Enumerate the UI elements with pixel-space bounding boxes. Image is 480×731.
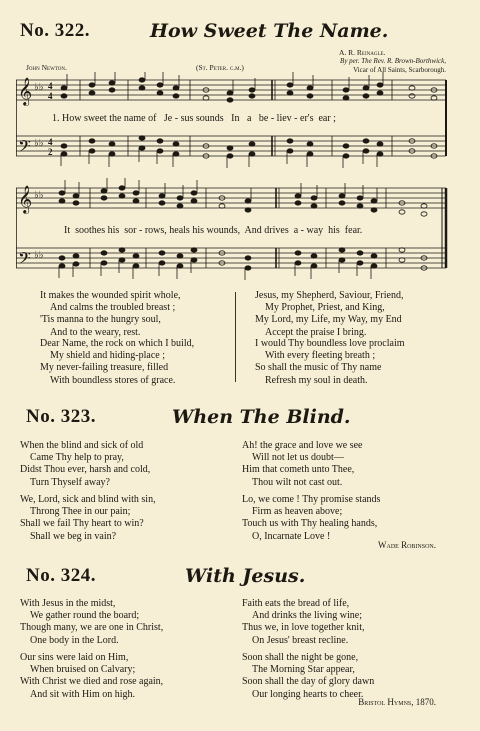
verse-line: My Prophet, Priest, and King, [265, 302, 385, 314]
verse-line: Thus we, in love together knit, [242, 622, 365, 634]
hymn-322-verse-5 [255, 338, 405, 387]
hymn-324-attribution: Bristol Hymns, 1870. [358, 697, 436, 707]
svg-text:𝄞: 𝄞 [18, 187, 33, 213]
svg-text:4: 4 [48, 137, 53, 147]
hymn-323-verse-4 [242, 494, 380, 543]
verse-line: Dear Name, the rock on which I build, [40, 338, 195, 349]
verse-line: When bruised on Calvary; [30, 664, 136, 676]
hymn-322-lyric-line-2: It soothes his sor - rows, heals his wounds, And drives a - way his fear. [64, 225, 363, 236]
verse-line: With Christ we died and rose again, [20, 676, 164, 688]
hymn-324-verse-3 [242, 598, 364, 647]
verse-line: Jesus, my Shepherd, Saviour, Friend, [255, 290, 404, 301]
hymn-322-verse-2 [40, 290, 181, 339]
hymn-323-verse-2 [20, 494, 156, 543]
verse-line: Shall we fail Thy heart to win? [20, 518, 144, 530]
svg-text:4: 4 [48, 91, 53, 101]
verse-line: Touch us with Thy healing hands, [242, 518, 378, 530]
hymn-323-title: When The Blind. [172, 406, 351, 428]
verse-line: We, Lord, sick and blind with sin, [20, 494, 156, 505]
hymn-322-number: No. 322. [20, 20, 90, 41]
svg-text:♭♭: ♭♭ [34, 138, 44, 149]
hymn-323-number: No. 323. [26, 406, 96, 427]
permission-line: By per. The Rev. R. Brown-Borthwick, [340, 57, 446, 65]
verse-line: Throng Thee in our pain; [30, 506, 131, 518]
svg-text:♭♭: ♭♭ [34, 190, 44, 201]
svg-text:𝄢: 𝄢 [18, 250, 31, 272]
verse-column-divider [235, 292, 236, 382]
verse-line: We gather round the board; [30, 610, 140, 622]
verse-line: Firm as heaven above; [252, 506, 343, 518]
svg-text:2: 2 [48, 147, 53, 157]
verse-line: And drinks the living wine; [252, 610, 362, 622]
verse-line: On Jesus' breast recline. [252, 634, 349, 646]
verse-line: It makes the wounded spirit whole, [40, 290, 181, 301]
verse-line: And calms the troubled breast ; [50, 302, 176, 314]
hymn-323-verse-3 [242, 440, 363, 489]
verse-line: So shall the music of Thy name [255, 362, 382, 374]
verse-line: Soon shall the night be gone, [242, 652, 359, 663]
hymn-322-verse-4 [255, 290, 403, 339]
hymn-324-verse-4 [242, 652, 374, 701]
permission-line: Vicar of All Saints, Scarborough. [353, 65, 446, 74]
verse-line: Our longing hearts to cheer. [252, 688, 364, 700]
hymn-324-verse-2 [20, 652, 163, 701]
hymn-324-title: With Jesus. [185, 565, 306, 587]
verse-line: Though many, we are one in Christ, [20, 622, 164, 634]
verse-line: Came Thy help to pray, [30, 452, 124, 464]
verse-line: And to the weary, rest. [50, 326, 141, 338]
hymn-324-number: No. 324. [26, 565, 96, 586]
verse-line: Soon shall the day of glory dawn [242, 676, 375, 688]
svg-text:𝄢: 𝄢 [18, 138, 31, 160]
hymn-323-verse-1 [20, 440, 150, 489]
verse-line: I would Thy boundless love proclaim [255, 338, 405, 349]
verse-line: Our sins were laid on Him, [20, 652, 129, 663]
hymn-322-tune: (St. Peter. c.m.) [196, 63, 244, 72]
verse-line: The Morning Star appear, [252, 664, 355, 676]
svg-text:4: 4 [48, 81, 53, 91]
verse-line: Faith eats the bread of life, [242, 598, 350, 609]
hymn-322-verse-3 [40, 338, 194, 387]
verse-line: My shield and hiding-place ; [50, 350, 165, 362]
hymn-324-verse-1 [20, 598, 163, 647]
verse-line: Didst Thou ever, harsh and cold, [20, 464, 151, 476]
svg-text:𝄞: 𝄞 [18, 79, 33, 105]
verse-line: With boundless stores of grace. [50, 374, 176, 386]
hymn-322-title: How Sweet The Name. [150, 20, 389, 42]
verse-line: O, Incarnate Love ! [252, 530, 331, 542]
verse-line: Thou wilt not cast out. [252, 476, 343, 488]
verse-line: Refresh my soul in death. [265, 374, 368, 386]
hymn-322-lyric-line-1: 1. How sweet the name of Je - sus sounds In a be - liev - er's ear ; [52, 113, 336, 124]
verse-line: My Lord, my Life, my Way, my End [255, 314, 402, 326]
verse-line: With Jesus in the midst, [20, 598, 116, 609]
verse-line: Lo, we come ! Thy promise stands [242, 494, 381, 505]
svg-text:♭♭: ♭♭ [34, 82, 44, 93]
verse-line: When the blind and sick of old [20, 440, 144, 451]
hymn-323-attribution: Wade Robinson. [378, 540, 436, 550]
svg-text:♭♭: ♭♭ [34, 250, 44, 261]
verse-line: Him that cometh unto Thee, [242, 464, 355, 476]
verse-line: With every fleeting breath ; [265, 350, 376, 362]
hymn-322-composer: A. R. Reinagle. [339, 48, 386, 57]
verse-line: Shall we beg in vain? [30, 530, 117, 542]
verse-line: Ah! the grace and love we see [242, 440, 363, 451]
verse-line: Accept the praise I bring. [265, 326, 367, 338]
verse-line: Will not let us doubt— [252, 452, 344, 464]
verse-line: 'Tis manna to the hungry soul, [40, 314, 161, 326]
verse-line: And sit with Him on high. [30, 688, 136, 700]
verse-line: Turn Thyself away? [30, 476, 110, 488]
hymn-322-author: John Newton. [26, 63, 67, 72]
verse-line: My never-failing treasure, filled [40, 362, 169, 374]
verse-line: One body in the Lord. [30, 634, 119, 646]
